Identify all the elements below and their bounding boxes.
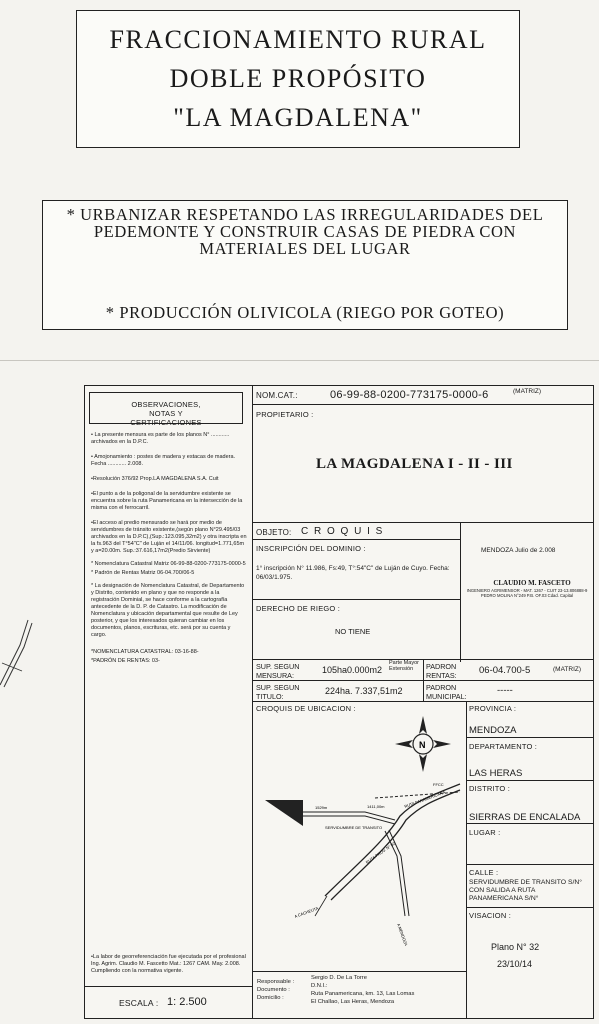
signature-name: CLAUDIO M. FASCETO	[493, 579, 571, 587]
note-2: • Amojonamiento : postes de madera y estacas de madera. Fecha ............ 2.008.	[91, 454, 236, 467]
sketch-label-panamericana: RUTA PANAMERICANA	[403, 789, 446, 809]
provincia-value: MENDOZA	[469, 725, 517, 736]
note-9: *NOMENCLATURA CATASTRAL: 03-16-88-	[91, 649, 199, 655]
propietario-name: LA MAGDALENA I - II - III	[316, 456, 513, 472]
responsable-labels: Responsable : Documento : Domicilio :	[257, 979, 295, 1001]
sketch-label-dim2: 1411,00m	[367, 804, 385, 809]
objeto-value: C R O Q U I S	[301, 526, 384, 537]
nomcat-value: 06-99-88-0200-773175-0000-6	[330, 389, 489, 401]
plano-number: Plano N° 32	[491, 942, 540, 952]
escala-value: 1: 2.500	[167, 996, 207, 1008]
distrito-label: DISTRITO :	[469, 784, 511, 793]
sketch-label-cacheuta: A CACHEUTA	[293, 905, 320, 919]
inscripcion-text: 1° inscripción N° 11.986, Fs:49, T°:54"C" de Luján de Cuyo. Fecha: 06/03/1.975.	[256, 565, 450, 581]
padron-rentas-matriz: (MATRIZ)	[553, 666, 582, 673]
provincia-label: PROVINCIA :	[469, 704, 517, 713]
location-sketch	[255, 716, 465, 946]
note-1: • La presente mensura es parte de los planos N° ............ archivados en la D.P.C.	[91, 432, 230, 445]
objeto-label: OBJETO:	[256, 528, 292, 537]
note-10: *PADRÓN DE RENTAS: 03-	[91, 658, 160, 664]
signature-date: MENDOZA Julio de 2.008	[481, 547, 556, 554]
departamento-label: DEPARTAMENTO :	[469, 742, 538, 751]
plan-sheet	[84, 385, 594, 1019]
departamento-value: LAS HERAS	[469, 768, 523, 779]
sup-mensura-value: 105ha0.000m2	[322, 665, 383, 675]
note-8: * La designación de Nomenclatura Catastral, de Departamento y Distrito, contenido en plano y que no responde a la registración Dominial, se hace conforme a la cartografía antecedente de la D. P. de Catastro. La modificación de Nomenclatura y ubicación departamental que resulte de Ley posterior, y que los interesados quieran cambiar en los documentos, planos, escrituras, etc. será por su cuenta y cargo.	[91, 583, 245, 638]
note-3: •Resolución 376/92 Prop.LA MAGDALENA S.A. Cuit	[91, 476, 219, 482]
calle-label: CALLE :	[469, 868, 499, 877]
croquis-label: CROQUIS DE UBICACION :	[256, 704, 356, 713]
padron-municipal-label: PADRON MUNICIPAL:	[426, 683, 467, 701]
inscripcion-label: INSCRIPCIÓN DEL DOMINIO :	[256, 544, 366, 553]
nomcat-matriz: (MATRIZ)	[513, 388, 542, 395]
observaciones-header: OBSERVACIONES, NOTAS Y CERTIFICACIONES	[130, 400, 202, 427]
nomcat-label: NOM.CAT.:	[256, 391, 298, 400]
title-line-1: FRACCIONAMIENTO RURAL	[109, 25, 487, 54]
note-4: •El punto a de la poligonal de la servidumbre existente se encuentra sobre la ruta Panamericana en la intersección de la misma con el ferrocarril.	[91, 491, 243, 511]
note-6: * Nomenclatura Catastral Matriz 06-99-88-0200-773175-0000-5	[91, 561, 246, 567]
padron-municipal-value: -----	[497, 685, 513, 696]
riego-label: DERECHO DE RIEGO :	[256, 604, 341, 613]
sketch-label-ruta-82: RUTA PROV. N° 82	[364, 840, 397, 865]
riego-value: NO TIENE	[335, 627, 371, 636]
concept-box	[42, 200, 568, 330]
title-line-2: DOBLE PROPÓSITO	[169, 64, 427, 93]
calle-value: SERVIDUMBRE DE TRANSITO S/N° CON SALIDA A RUTA PANAMERICANA S/N°	[469, 879, 583, 902]
distrito-value: SIERRAS DE ENCALADA	[469, 812, 581, 823]
title-box	[76, 10, 520, 148]
observaciones-header-box	[89, 392, 243, 427]
note-5: •El acceso al predio mensurado se hará por medio de servidumbres de tránsito existente,(según plano N°29.495/03 archivados en la D.P.C),(Sup.:123.095,32m2) y otra inscripta en la fs.963 del T°54"C" de Luján el 14/11/06. longitud=1.771,65m y a=20.00m. Sup.:37.616,17m2(Predio Sirviente)	[91, 520, 247, 554]
panamericana-road	[325, 784, 460, 896]
sup-mensura-label: SUP. SEGUN MENSURA:	[256, 662, 300, 680]
note-7: * Padrón de Rentas Matriz 06-04.700/06-5	[91, 570, 195, 576]
sketch-label-dim1: 1529m	[315, 805, 328, 810]
lugar-label: LUGAR :	[469, 828, 501, 837]
padron-rentas-value: 06-04.700-5	[479, 665, 531, 676]
concept-text-2: * PRODUCCIÓN OLIVICOLA (RIEGO POR GOTEO)	[105, 303, 505, 322]
sup-titulo-value: 224ha. 7.337,51m2	[325, 686, 403, 696]
signature-line-2: PEDRO MOLINA N°249 P.B. OF.03 Cdad. Capital	[480, 593, 574, 598]
padron-rentas-label: PADRON RENTAS:	[426, 662, 457, 680]
georef-note: •La labor de georreferenciación fue ejecutada por el profesional Ing. Agrim. Claudio M. Fascetto Mat.: 1267 CAM. May. 2.008. Cumpliendo con la normativa vigente.	[91, 954, 246, 974]
parcel-shape	[265, 800, 303, 826]
sketch-label-rail: FFCC	[433, 782, 444, 787]
sketch-label-mendoza: A MENDOZA	[396, 922, 409, 946]
visacion-label: VISACION :	[469, 911, 512, 920]
concept-text-1: * URBANIZAR RESPETANDO LAS IRREGULARIDADES DEL PEDEMONTE Y CONSTRUIR CASAS DE PIEDRA CON MATERIALES DEL LUGAR	[66, 205, 544, 258]
signature-line-1: INGENIERO AGRIMENSOR - MAT. 1267 - CUIT 23-13.806888-9	[466, 588, 588, 593]
responsable-values: Sergio D. De La Torre D.N.I.: Ruta Panamericana, km. 13, Las Lomas El Challao, Las Heras, Mendoza	[311, 975, 415, 1005]
map-fragment	[0, 615, 40, 695]
sketch-label-servidumbre: SERVIDUMBRE DE TRANSITO	[325, 825, 383, 830]
propietario-label: PROPIETARIO :	[256, 410, 314, 419]
observaciones-notes	[91, 432, 247, 665]
escala-label: ESCALA :	[119, 998, 159, 1008]
sup-mayor-label: Parte Mayor Extensión	[389, 660, 419, 672]
plano-date: 23/10/14	[497, 959, 533, 969]
north-label: N	[419, 740, 426, 750]
title-line-3: "LA MAGDALENA"	[173, 103, 423, 132]
sup-titulo-label: SUP. SEGUN TITULO:	[256, 683, 300, 701]
fold-line	[0, 360, 599, 361]
